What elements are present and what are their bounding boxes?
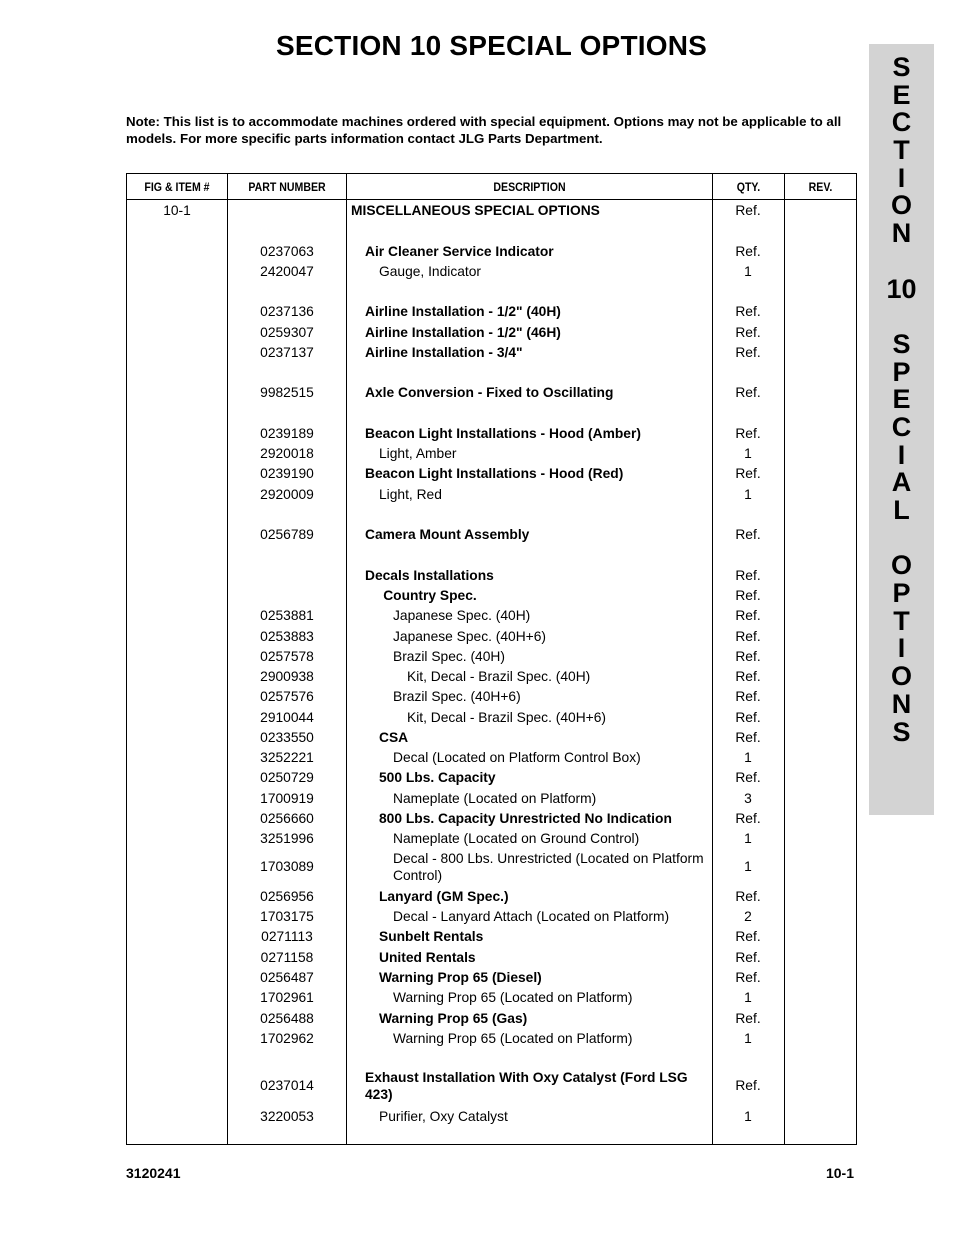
description-cell: Lanyard (GM Spec.) bbox=[379, 889, 509, 904]
document-number: 3120241 bbox=[126, 1165, 181, 1181]
table-row bbox=[127, 647, 856, 667]
qty-cell: 1 bbox=[744, 487, 752, 502]
description-cell: Kit, Decal - Brazil Spec. (40H) bbox=[407, 669, 591, 684]
section-tab-letter: T bbox=[893, 135, 910, 166]
qty-cell: Ref. bbox=[735, 730, 761, 745]
qty-cell: Ref. bbox=[735, 466, 761, 481]
note-text: Note: This list is to accommodate machines ordered with special equipment. Options may not be applicable to all models. For more specific parts information contact JLG Parts Department. bbox=[126, 114, 842, 146]
table-row bbox=[127, 262, 856, 282]
part-number-cell: 0271158 bbox=[260, 950, 314, 965]
description-cell: Warning Prop 65 (Gas) bbox=[379, 1011, 528, 1026]
description-cell: Country Spec. bbox=[383, 588, 477, 603]
part-number-cell: 0233550 bbox=[260, 730, 314, 745]
part-number-cell: 3220053 bbox=[260, 1109, 314, 1124]
description-cell: Brazil Spec. (40H) bbox=[393, 649, 505, 664]
section-tab-letter: N bbox=[891, 218, 912, 249]
section-tab-letter bbox=[869, 248, 934, 276]
table-row bbox=[127, 850, 856, 884]
description-cell: Decal - Lanyard Attach (Located on Platform) bbox=[393, 909, 670, 924]
part-number-cell: 9982515 bbox=[260, 385, 314, 400]
page-number: 10-1 bbox=[825, 1165, 854, 1181]
qty-cell: 1 bbox=[744, 990, 752, 1005]
description-cell: Sunbelt Rentals bbox=[379, 929, 484, 944]
table-row bbox=[127, 927, 856, 947]
section-tab-letter: E bbox=[892, 384, 911, 415]
description-cell: United Rentals bbox=[379, 950, 476, 965]
section-tab-letter: P bbox=[892, 356, 911, 387]
qty-cell: Ref. bbox=[735, 970, 761, 985]
table-row bbox=[127, 988, 856, 1008]
table-row bbox=[127, 1069, 856, 1103]
table-row bbox=[127, 789, 856, 809]
section-tab bbox=[869, 44, 934, 815]
qty-cell: Ref. bbox=[735, 669, 761, 684]
qty-cell: Ref. bbox=[735, 929, 761, 944]
part-number-cell: 0271113 bbox=[261, 929, 313, 944]
section-tab-label bbox=[869, 54, 934, 746]
header-rev: REV. bbox=[808, 180, 833, 194]
part-number-cell: 2420047 bbox=[260, 264, 314, 279]
description-cell: CSA bbox=[379, 730, 409, 745]
fig-item-cell: 10-1 bbox=[163, 203, 191, 218]
table-row bbox=[127, 907, 856, 927]
header-qty: QTY. bbox=[736, 180, 761, 194]
qty-cell: Ref. bbox=[735, 385, 761, 400]
part-number-cell: 1703175 bbox=[260, 909, 314, 924]
table-row bbox=[127, 627, 856, 647]
section-tab-letter: O bbox=[890, 550, 912, 581]
qty-cell: 1 bbox=[744, 831, 752, 846]
part-number-cell: 1702961 bbox=[260, 990, 314, 1005]
qty-cell: Ref. bbox=[735, 608, 761, 623]
qty-cell: 1 bbox=[744, 1109, 752, 1124]
table-row bbox=[127, 667, 856, 687]
section-tab-letter: L bbox=[893, 495, 910, 525]
description-cell: Airline Installation - 3/4" bbox=[365, 345, 523, 360]
description-cell: Light, Amber bbox=[379, 446, 457, 461]
description-cell: Camera Mount Assembly bbox=[365, 527, 530, 542]
qty-cell: 1 bbox=[744, 264, 752, 279]
part-number-cell: 0239189 bbox=[260, 426, 314, 441]
qty-cell: Ref. bbox=[735, 568, 761, 583]
qty-cell: 1 bbox=[744, 1031, 752, 1046]
description-cell: Airline Installation - 1/2" (46H) bbox=[365, 325, 561, 340]
section-tab-letter: P bbox=[892, 578, 911, 609]
qty-cell: Ref. bbox=[735, 588, 761, 603]
table-row bbox=[127, 728, 856, 748]
description-cell: Nameplate (Located on Ground Control) bbox=[393, 831, 640, 846]
part-number-cell: 0257576 bbox=[260, 689, 314, 704]
table-row bbox=[127, 444, 856, 464]
part-number-cell: 0237014 bbox=[260, 1078, 314, 1093]
header-divider bbox=[127, 199, 856, 200]
section-tab-letter bbox=[869, 303, 934, 331]
description-cell: Airline Installation - 1/2" (40H) bbox=[365, 304, 561, 319]
qty-cell: Ref. bbox=[735, 629, 761, 644]
part-number-cell: 0237063 bbox=[260, 244, 314, 259]
description-cell: Gauge, Indicator bbox=[379, 264, 482, 279]
part-number-cell: 0239190 bbox=[260, 466, 314, 481]
table-row bbox=[127, 948, 856, 968]
header-fig-item: FIG & ITEM # bbox=[144, 180, 210, 194]
qty-cell: Ref. bbox=[735, 1078, 761, 1093]
part-number-cell: 1700919 bbox=[260, 791, 314, 806]
section-tab-letter: C bbox=[891, 107, 912, 138]
description-cell: Air Cleaner Service Indicator bbox=[365, 244, 554, 259]
parts-table bbox=[126, 173, 857, 1145]
description-cell: Brazil Spec. (40H+6) bbox=[393, 689, 521, 704]
qty-cell: Ref. bbox=[735, 304, 761, 319]
description-cell: Warning Prop 65 (Located on Platform) bbox=[393, 990, 633, 1005]
table-row bbox=[127, 201, 856, 221]
table-row bbox=[127, 748, 856, 768]
qty-cell: Ref. bbox=[735, 527, 761, 542]
section-tab-letter: O bbox=[890, 661, 912, 692]
section-tab-letter: E bbox=[892, 79, 911, 110]
description-cell: Decal - 800 Lbs. Unrestricted (Located on Platform Control) bbox=[393, 851, 704, 883]
section-tab-letter: S bbox=[892, 328, 911, 359]
section-tab-letter: T bbox=[893, 605, 910, 636]
part-number-cell: 0259307 bbox=[260, 325, 314, 340]
qty-cell: 1 bbox=[744, 750, 752, 765]
header-part-number: PART NUMBER bbox=[248, 180, 326, 194]
part-number-cell: 0256488 bbox=[260, 1011, 314, 1026]
section-tab-letter: S bbox=[892, 52, 911, 82]
description-cell: Japanese Spec. (40H) bbox=[393, 608, 531, 623]
description-cell: Decals Installations bbox=[365, 568, 494, 583]
section-tab-letter: A bbox=[891, 467, 912, 498]
table-row bbox=[127, 242, 856, 262]
description-cell: Nameplate (Located on Platform) bbox=[393, 791, 597, 806]
part-number-cell: 3251996 bbox=[260, 831, 314, 846]
page-title: SECTION 10 SPECIAL OPTIONS bbox=[276, 30, 707, 61]
description-cell: Warning Prop 65 (Diesel) bbox=[379, 970, 542, 985]
description-cell: Axle Conversion - Fixed to Oscillating bbox=[365, 385, 614, 400]
part-number-cell: 0256956 bbox=[260, 889, 314, 904]
description-cell: Kit, Decal - Brazil Spec. (40H+6) bbox=[407, 710, 606, 725]
section-tab-letter: C bbox=[891, 411, 912, 442]
table-row bbox=[127, 323, 856, 343]
description-cell: 800 Lbs. Capacity Unrestricted No Indication bbox=[379, 811, 672, 826]
part-number-cell: 3252221 bbox=[260, 750, 314, 765]
description-cell: MISCELLANEOUS SPECIAL OPTIONS bbox=[351, 203, 600, 218]
description-cell: Japanese Spec. (40H+6) bbox=[393, 629, 547, 644]
table-row bbox=[127, 485, 856, 505]
table-row bbox=[127, 383, 856, 403]
part-number-cell: 2900938 bbox=[260, 669, 314, 684]
table-row bbox=[127, 1009, 856, 1029]
table-row bbox=[127, 829, 856, 849]
qty-cell: Ref. bbox=[735, 710, 761, 725]
table-row bbox=[127, 809, 856, 829]
qty-cell: Ref. bbox=[735, 203, 761, 218]
part-number-cell: 0250729 bbox=[260, 770, 314, 785]
description-cell: Beacon Light Installations - Hood (Amber) bbox=[365, 426, 641, 441]
table-row bbox=[127, 606, 856, 626]
qty-cell: 3 bbox=[744, 791, 752, 806]
table-row bbox=[127, 768, 856, 788]
qty-cell: Ref. bbox=[735, 689, 761, 704]
section-tab-letter: I bbox=[897, 162, 906, 193]
qty-cell: 1 bbox=[744, 446, 752, 461]
table-row bbox=[127, 343, 856, 363]
description-cell: Warning Prop 65 (Located on Platform) bbox=[393, 1031, 633, 1046]
section-tab-letter: S bbox=[892, 716, 911, 747]
table-row bbox=[127, 887, 856, 907]
qty-cell: Ref. bbox=[735, 426, 761, 441]
part-number-cell: 0256660 bbox=[260, 811, 314, 826]
table-row bbox=[127, 1029, 856, 1049]
part-number-cell: 0237137 bbox=[260, 345, 314, 360]
qty-cell: Ref. bbox=[735, 244, 761, 259]
qty-cell: Ref. bbox=[735, 1011, 761, 1026]
table-row bbox=[127, 464, 856, 484]
qty-cell: Ref. bbox=[735, 950, 761, 965]
part-number-cell: 2920018 bbox=[260, 446, 314, 461]
table-row bbox=[127, 566, 856, 586]
description-cell: Decal (Located on Platform Control Box) bbox=[393, 750, 641, 765]
table-row bbox=[127, 424, 856, 444]
qty-cell: Ref. bbox=[735, 770, 761, 785]
section-tab-letter: N bbox=[891, 688, 912, 719]
part-number-cell: 2920009 bbox=[260, 487, 314, 502]
section-tab-letter bbox=[869, 525, 934, 553]
part-number-cell: 1702962 bbox=[260, 1031, 314, 1046]
section-tab-letter: I bbox=[897, 633, 906, 664]
section-tab-letter: 10 bbox=[886, 273, 917, 304]
part-number-cell: 0253883 bbox=[260, 629, 314, 644]
part-number-cell: 0257578 bbox=[260, 649, 314, 664]
part-number-cell: 0253881 bbox=[260, 608, 314, 623]
table-row bbox=[127, 586, 856, 606]
qty-cell: Ref. bbox=[735, 649, 761, 664]
qty-cell: Ref. bbox=[735, 811, 761, 826]
part-number-cell: 1703089 bbox=[260, 859, 314, 874]
description-cell: Exhaust Installation With Oxy Catalyst (Ford LSG 423) bbox=[365, 1070, 688, 1102]
qty-cell: Ref. bbox=[735, 325, 761, 340]
description-cell: Beacon Light Installations - Hood (Red) bbox=[365, 466, 624, 481]
header-description: DESCRIPTION bbox=[493, 180, 566, 194]
qty-cell: 1 bbox=[744, 859, 752, 874]
table-row bbox=[127, 708, 856, 728]
part-number-cell: 2910044 bbox=[260, 710, 314, 725]
qty-cell: Ref. bbox=[735, 889, 761, 904]
table-row bbox=[127, 1107, 856, 1127]
table-row bbox=[127, 687, 856, 707]
part-number-cell: 0237136 bbox=[260, 304, 314, 319]
table-row bbox=[127, 968, 856, 988]
qty-cell: Ref. bbox=[735, 345, 761, 360]
table-row bbox=[127, 525, 856, 545]
description-cell: Light, Red bbox=[379, 487, 442, 502]
description-cell: Purifier, Oxy Catalyst bbox=[379, 1109, 508, 1124]
table-row bbox=[127, 302, 856, 322]
part-number-cell: 0256789 bbox=[260, 527, 314, 542]
qty-cell: 2 bbox=[744, 909, 752, 924]
section-tab-letter: I bbox=[897, 439, 906, 470]
description-cell: 500 Lbs. Capacity bbox=[379, 770, 496, 785]
part-number-cell: 0256487 bbox=[260, 970, 314, 985]
section-tab-letter: O bbox=[890, 190, 912, 221]
